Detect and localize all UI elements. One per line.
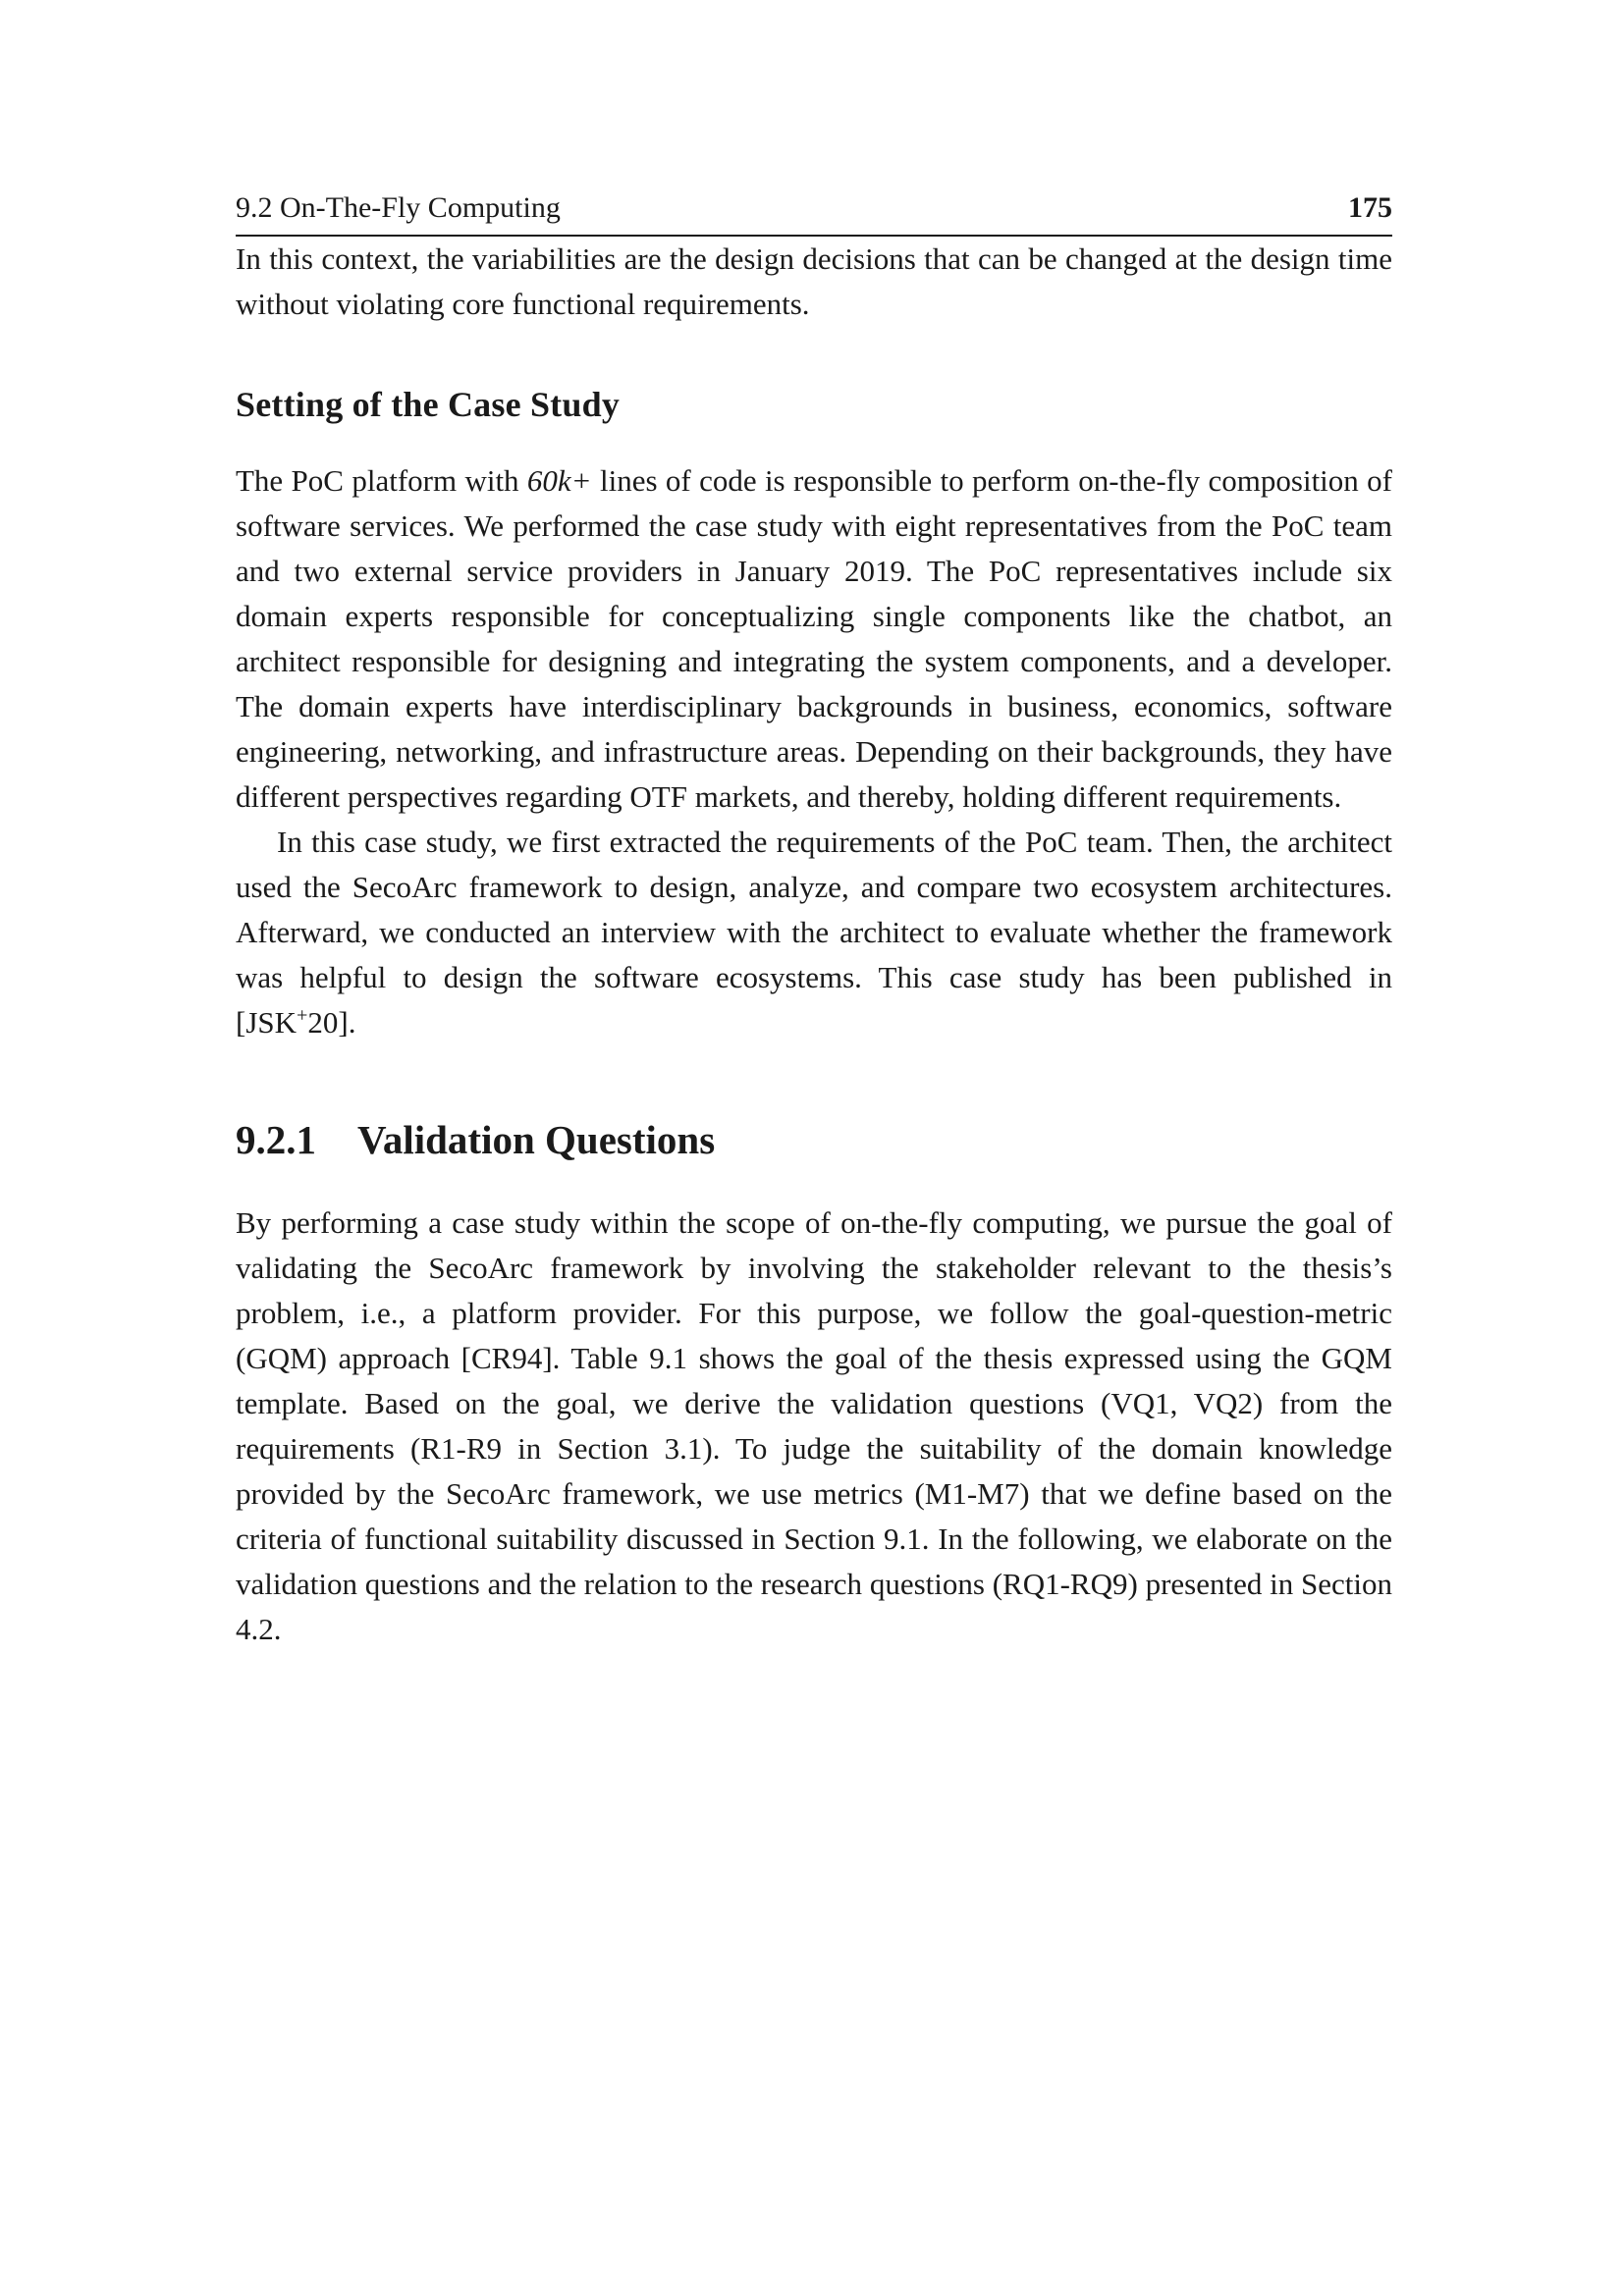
running-header [236,191,1392,237]
case-study-paragraph-1-post: lines of code is responsible to perform on-the-fly composition of software services. We performed the case study with eight representatives from the PoC team and two external service providers in January 2019. The PoC representatives include six domain experts responsible for conceptualizing single components like the chatbot, an architect responsible for designing and integrating the system components, and a developer. The domain experts have interdisciplinary backgrounds in business, economics, software engineering, networking, and infrastructure areas. Depending on their backgrounds, they have different perspectives regarding OTF markets, and thereby, holding different requirements. [236,463,1392,814]
header-page-number: 175 [1348,191,1392,224]
loc-emphasis: 60k+ [526,463,592,498]
case-study-paragraph-1 [236,458,1392,820]
case-study-paragraph-1-pre: The PoC platform with [236,463,527,498]
validation-questions-heading-title: Validation Questions [357,1117,716,1162]
intro-paragraph: In this context, the variabilities are the design decisions that can be changed at the design time without violating core functional requirements. [236,241,1392,321]
case-study-paragraph-2-post: 20]. [307,1005,356,1040]
validation-questions-paragraph: By performing a case study within the scope of on-the-fly computing, we pursue the goal of validating the SecoArc framework by involving the stakeholder relevant to the thesis’s problem, i.e., a platform provider. For this purpose, we follow the goal-question-metric (GQM) approach [CR94]. Table 9.1 shows the goal of the thesis expressed using the GQM template. Based on the goal, we derive the validation questions (VQ1, VQ2) from the requirements (R1-R9 in Section 3.1). To judge the suitability of the domain knowledge provided by the SecoArc framework, we use metrics (M1-M7) that we define based on the criteria of functional suitability discussed in Section 9.1. In the following, we elaborate on the validation questions and the relation to the research questions (RQ1-RQ9) presented in Section 4.2. [236,1205,1392,1646]
validation-questions-heading [236,1116,1392,1163]
case-study-paragraph-2-pre: In this case study, we first extracted the requirements of the PoC team. Then, the architect used the SecoArc framework to design, analyze, and compare two ecosystem architectures. Afterward, we conducted an interview with the architect to evaluate whether the framework was helpful to design the software ecosystems. This case study has been published in [JSK [236,825,1392,1040]
case-study-paragraph-2 [236,820,1392,1045]
validation-questions-heading-number: 9.2.1 [236,1117,316,1162]
header-section-label: 9.2 On-The-Fly Computing [236,191,561,224]
case-study-heading: Setting of the Case Study [236,385,621,424]
page-content [236,191,1392,1652]
citation-superscript: + [297,1004,308,1027]
